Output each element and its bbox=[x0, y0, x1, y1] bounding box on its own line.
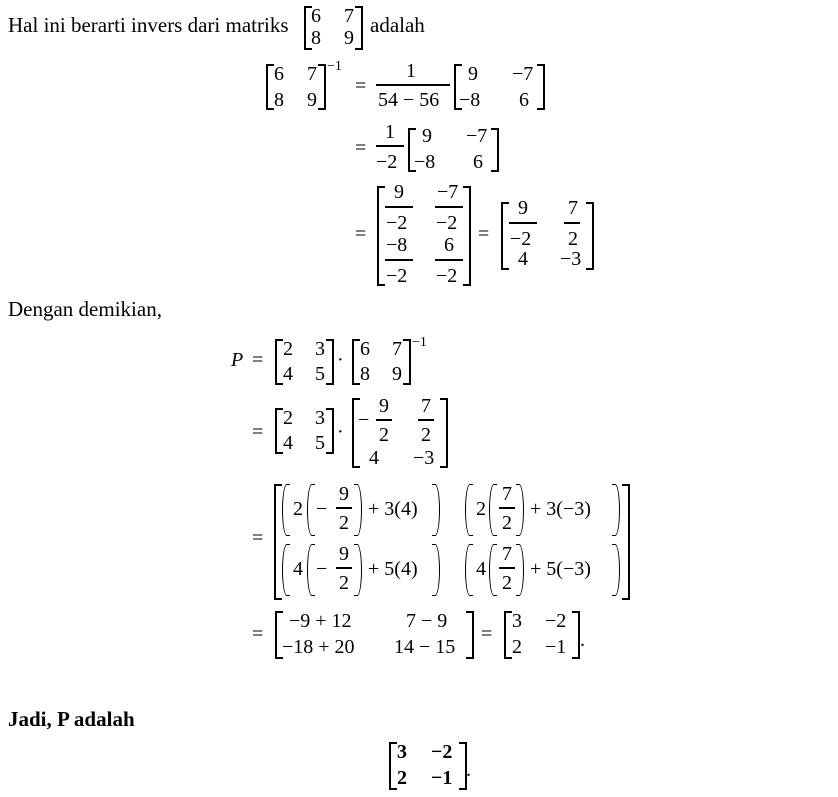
fraction-denominator: 2 bbox=[339, 572, 349, 594]
matrix-cell: 9 bbox=[422, 125, 432, 147]
matrix-bracket-right bbox=[326, 408, 334, 454]
paren-right bbox=[612, 484, 620, 536]
period: . bbox=[466, 759, 471, 781]
fraction-bar bbox=[499, 507, 515, 509]
fraction-numerator: 7 bbox=[568, 197, 578, 219]
equals-sign: = bbox=[252, 527, 264, 549]
minus-sign: − bbox=[316, 558, 328, 580]
equals-sign: = bbox=[355, 75, 367, 97]
matrix-bracket-left bbox=[504, 611, 512, 659]
matrix-bracket-right bbox=[355, 6, 363, 50]
fraction-numerator: 7 bbox=[502, 483, 512, 505]
matrix-cell: 8 bbox=[360, 363, 370, 385]
matrix-bracket-right bbox=[403, 339, 411, 385]
fraction-denominator: 2 bbox=[502, 512, 512, 534]
matrix-bracket-right bbox=[318, 64, 326, 110]
matrix-cell: 6 bbox=[519, 89, 529, 111]
matrix-cell: −2 bbox=[545, 610, 567, 632]
inverse-exponent: −1 bbox=[412, 335, 427, 350]
matrix-bracket-left bbox=[389, 742, 397, 790]
paren-right bbox=[516, 544, 524, 596]
fraction-denominator: 54 − 56 bbox=[378, 89, 440, 111]
matrix-bracket-left bbox=[274, 484, 282, 600]
term-two: 2 bbox=[476, 498, 486, 520]
matrix-cell: −18 + 20 bbox=[282, 636, 355, 658]
paragraph-text: Dengan demikian, bbox=[8, 297, 162, 321]
matrix-cell: 2 bbox=[283, 338, 293, 360]
fraction-bar bbox=[376, 84, 450, 86]
fraction-bar bbox=[385, 206, 413, 208]
fraction-bar bbox=[418, 419, 434, 421]
matrix-bracket-right bbox=[572, 611, 580, 659]
matrix-cell: 4 bbox=[518, 248, 528, 270]
equals-sign: = bbox=[355, 137, 367, 159]
intro-suffix: adalah bbox=[370, 13, 425, 37]
fraction-bar bbox=[376, 145, 404, 147]
equals-sign: = bbox=[478, 223, 490, 245]
equals-sign: = bbox=[355, 223, 367, 245]
term-plus: + 5(−3) bbox=[530, 558, 591, 580]
inverse-exponent: −1 bbox=[327, 59, 342, 74]
matrix-cell: 7 − 9 bbox=[406, 610, 448, 632]
equals-sign: = bbox=[252, 349, 264, 371]
matrix-cell: 2 bbox=[283, 407, 293, 429]
fraction-numerator: 1 bbox=[406, 60, 416, 82]
matrix-cell: 4 bbox=[283, 432, 293, 454]
conclusion-text: Jadi, P adalah bbox=[8, 707, 135, 731]
matrix-cell: −7 bbox=[512, 63, 534, 85]
matrix-cell: 7 bbox=[307, 63, 317, 85]
matrix-bracket-right bbox=[491, 128, 499, 172]
paren-left bbox=[282, 484, 290, 536]
equals-sign: = bbox=[481, 623, 493, 645]
paren-right bbox=[516, 484, 524, 536]
fraction-numerator: 1 bbox=[385, 121, 395, 143]
matrix-cell: −1 bbox=[545, 636, 567, 658]
minus-sign: − bbox=[316, 498, 328, 520]
matrix-cell: 4 bbox=[283, 363, 293, 385]
fraction-numerator: 9 bbox=[394, 181, 404, 203]
matrix-bracket-left bbox=[501, 202, 509, 270]
paren-left bbox=[465, 544, 473, 596]
fraction-bar bbox=[509, 222, 537, 224]
matrix-cell: 8 bbox=[274, 89, 284, 111]
multiply-dot: · bbox=[337, 421, 344, 443]
matrix-bracket-right bbox=[537, 64, 545, 110]
matrix-cell: 7 bbox=[392, 338, 402, 360]
matrix-bracket-right bbox=[440, 398, 448, 468]
fraction-bar bbox=[376, 419, 392, 421]
matrix-bracket-right bbox=[586, 202, 594, 270]
term-two: 2 bbox=[293, 498, 303, 520]
matrix-cell: −8 bbox=[459, 89, 481, 111]
fraction-bar bbox=[564, 222, 580, 224]
matrix-cell: 4 bbox=[369, 447, 379, 469]
minus-sign: − bbox=[358, 409, 370, 431]
matrix-cell: 2 bbox=[397, 767, 407, 789]
matrix-cell: 3 bbox=[315, 407, 325, 429]
fraction-denominator: 2 bbox=[339, 512, 349, 534]
fraction-numerator: 9 bbox=[339, 543, 349, 565]
matrix-cell: 9 bbox=[468, 63, 478, 85]
matrix-cell: 2 bbox=[512, 636, 522, 658]
term-four: 4 bbox=[293, 558, 303, 580]
fraction-numerator: 9 bbox=[518, 197, 528, 219]
fraction-denominator: 2 bbox=[568, 228, 578, 250]
paren-right bbox=[612, 544, 620, 596]
equals-sign: = bbox=[252, 623, 264, 645]
matrix-cell: 6 bbox=[360, 338, 370, 360]
matrix-cell: 6 bbox=[473, 151, 483, 173]
matrix-cell: −8 bbox=[414, 151, 436, 173]
paren-right bbox=[432, 484, 440, 536]
paren-right bbox=[354, 484, 362, 536]
term-plus: + 3(−3) bbox=[530, 498, 591, 520]
fraction-denominator: −2 bbox=[376, 151, 398, 173]
matrix-bracket-right bbox=[466, 611, 474, 659]
matrix-cell: 3 bbox=[315, 338, 325, 360]
fraction-numerator: 9 bbox=[379, 395, 389, 417]
paren-left bbox=[307, 484, 315, 536]
paren-left bbox=[489, 484, 497, 536]
term-plus: + 3(4) bbox=[368, 498, 418, 520]
matrix-bracket-left bbox=[352, 339, 360, 385]
matrix-cell: 14 − 15 bbox=[394, 636, 456, 658]
paren-left bbox=[489, 544, 497, 596]
fraction-bar bbox=[336, 507, 352, 509]
matrix-cell: −7 bbox=[466, 125, 488, 147]
matrix-bracket-left bbox=[266, 64, 274, 110]
matrix-cell: 9 bbox=[307, 89, 317, 111]
paren-right bbox=[432, 544, 440, 596]
matrix-bracket-right bbox=[622, 484, 630, 600]
matrix-bracket-left bbox=[275, 408, 283, 454]
fraction-bar bbox=[435, 259, 463, 261]
matrix-cell: 5 bbox=[315, 363, 325, 385]
matrix-bracket-left bbox=[275, 339, 283, 385]
matrix-cell: −9 + 12 bbox=[289, 610, 352, 632]
matrix-cell: 9 bbox=[344, 27, 354, 49]
fraction-denominator: 2 bbox=[502, 572, 512, 594]
fraction-denominator: −2 bbox=[436, 212, 458, 234]
fraction-bar bbox=[385, 259, 413, 261]
fraction-numerator: 7 bbox=[421, 395, 431, 417]
period: . bbox=[580, 629, 585, 651]
matrix-bracket-right bbox=[463, 186, 471, 286]
paren-right bbox=[354, 544, 362, 596]
paren-left bbox=[282, 544, 290, 596]
fraction-denominator: −2 bbox=[386, 265, 408, 287]
matrix-cell: 7 bbox=[344, 5, 354, 27]
fraction-denominator: 2 bbox=[421, 424, 431, 446]
matrix-cell: 8 bbox=[311, 27, 321, 49]
fraction-numerator: 6 bbox=[444, 234, 454, 256]
matrix-cell: 3 bbox=[512, 610, 522, 632]
fraction-bar bbox=[499, 567, 515, 569]
p-symbol: P bbox=[231, 349, 244, 371]
fraction-denominator: −2 bbox=[386, 212, 408, 234]
multiply-dot: · bbox=[337, 349, 344, 371]
paren-left bbox=[307, 544, 315, 596]
matrix-cell: 6 bbox=[311, 5, 321, 27]
fraction-denominator: −2 bbox=[436, 265, 458, 287]
fraction-denominator: 2 bbox=[379, 424, 389, 446]
intro-prefix: Hal ini berarti invers dari matriks bbox=[8, 13, 289, 37]
fraction-numerator: 7 bbox=[502, 543, 512, 565]
matrix-cell: −1 bbox=[431, 767, 453, 789]
matrix-cell: 5 bbox=[315, 432, 325, 454]
fraction-numerator: −8 bbox=[386, 234, 408, 256]
matrix-cell: −2 bbox=[431, 741, 453, 763]
matrix-cell: −3 bbox=[560, 248, 582, 270]
matrix-cell: −3 bbox=[413, 447, 435, 469]
matrix-cell: 3 bbox=[397, 741, 407, 763]
matrix-bracket-left bbox=[377, 186, 385, 286]
equals-sign: = bbox=[252, 421, 264, 443]
fraction-denominator: −2 bbox=[510, 228, 532, 250]
matrix-cell: 6 bbox=[274, 63, 284, 85]
matrix-cell: 9 bbox=[392, 363, 402, 385]
fraction-bar bbox=[435, 206, 463, 208]
fraction-numerator: −7 bbox=[437, 181, 459, 203]
paren-left bbox=[465, 484, 473, 536]
fraction-numerator: 9 bbox=[339, 483, 349, 505]
term-four: 4 bbox=[476, 558, 486, 580]
fraction-bar bbox=[336, 567, 352, 569]
matrix-bracket-right bbox=[326, 339, 334, 385]
term-plus: + 5(4) bbox=[368, 558, 418, 580]
